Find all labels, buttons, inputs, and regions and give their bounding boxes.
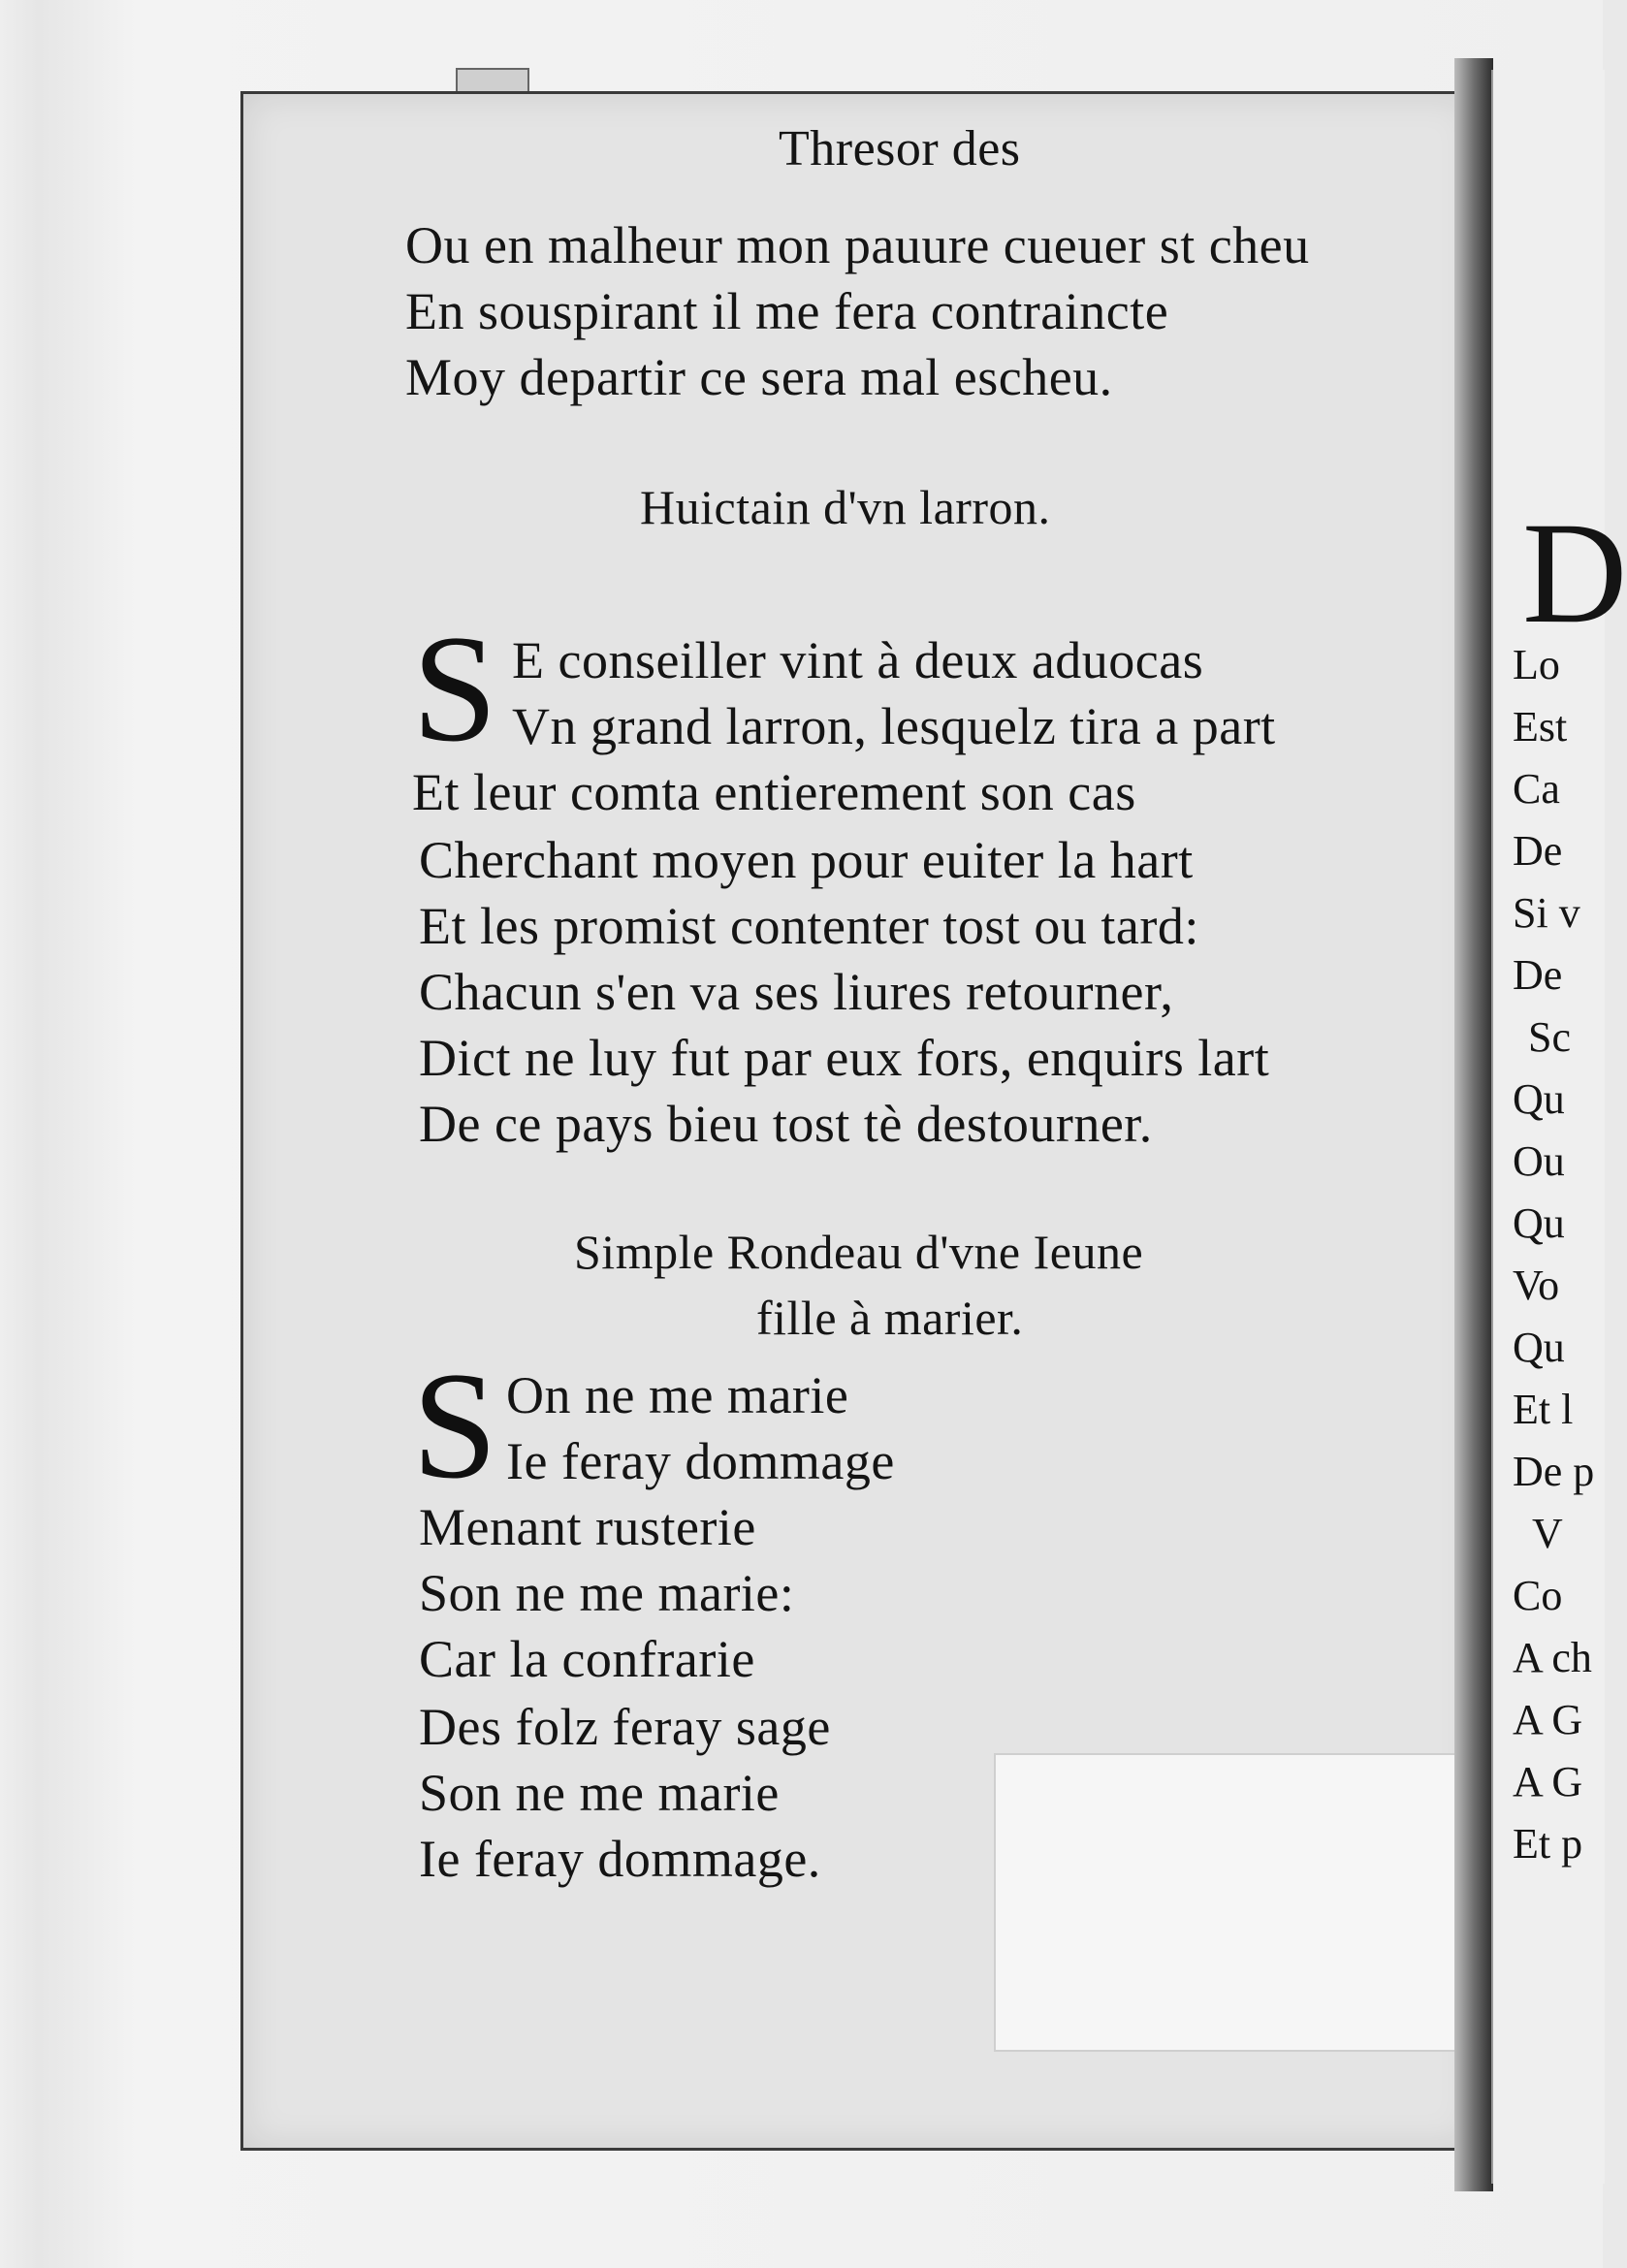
fragment-line: Ca (1513, 765, 1560, 813)
poem-line: E conseiller vint à deux aduocas (512, 631, 1204, 689)
fragment-line: Qu (1513, 1075, 1565, 1123)
poem-line: Vn grand larron, lesquelz tira a part (512, 697, 1276, 755)
fragment-line: A ch (1513, 1634, 1592, 1681)
fragment-line: Ou (1513, 1137, 1565, 1185)
poem-line: De ce pays bieu tost tè destourner. (419, 1095, 1153, 1153)
fragment-line: De (1513, 827, 1563, 875)
poem-line: Menant rusterie (419, 1498, 756, 1556)
fragment-line: De p (1513, 1448, 1595, 1495)
poem-line: Chacun s'en va ses liures retourner, (419, 963, 1174, 1021)
fragment-line: Co (1513, 1572, 1563, 1619)
fragment-line: V (1532, 1510, 1563, 1557)
poem-line: Cherchant moyen pour euiter la hart (419, 831, 1194, 889)
facing-page-fragment (1491, 70, 1627, 2184)
poem-line: Son ne me marie (419, 1764, 780, 1822)
drop-cap: D (1522, 493, 1627, 654)
fragment-line: Qu (1513, 1199, 1565, 1247)
drop-cap: S (412, 604, 497, 774)
section-title: Simple Rondeau d'vne Ieune (574, 1225, 1144, 1279)
fragment-line: Sc (1528, 1013, 1571, 1061)
fragment-line: Si v (1513, 889, 1580, 937)
poem-line: Ou en malheur mon pauure cueuer st cheu (405, 216, 1310, 274)
running-head: Thresor des (779, 121, 1021, 176)
fragment-line: Et l (1513, 1386, 1574, 1433)
book-binding (1454, 58, 1493, 2191)
poem-line: Son ne me marie: (419, 1564, 795, 1622)
poem-line: Et les promist contenter tost ou tard: (419, 897, 1199, 955)
poem-line: Des folz feray sage (419, 1698, 831, 1756)
poem-line: En souspirant il me fera contraincte (405, 282, 1169, 340)
fragment-line: Et p (1513, 1820, 1583, 1868)
paper-repair-patch (994, 1753, 1473, 2052)
fragment-line: Vo (1513, 1262, 1560, 1309)
fragment-line: De (1513, 951, 1563, 999)
fragment-line: Est (1513, 703, 1568, 751)
poem-line: Ie feray dommage (506, 1432, 895, 1490)
drop-cap: S (412, 1341, 497, 1511)
poem-line: Dict ne luy fut par eux fors, enquirs lart (419, 1029, 1270, 1087)
poem-line: Ie feray dommage. (419, 1830, 821, 1888)
section-title: Huictain d'vn larron. (640, 480, 1051, 534)
fragment-line: Qu (1513, 1324, 1565, 1371)
fragment-line: A G (1513, 1758, 1583, 1805)
poem-line: Car la confrarie (419, 1630, 755, 1688)
fragment-line: A G (1513, 1696, 1583, 1743)
fragment-line: Lo (1513, 641, 1560, 688)
section-title: fille à marier. (756, 1291, 1024, 1345)
poem-line: Et leur comta entierement son cas (412, 763, 1136, 821)
poem-line: Moy departir ce sera mal escheu. (405, 348, 1113, 406)
poem-line: On ne me marie (506, 1366, 849, 1424)
